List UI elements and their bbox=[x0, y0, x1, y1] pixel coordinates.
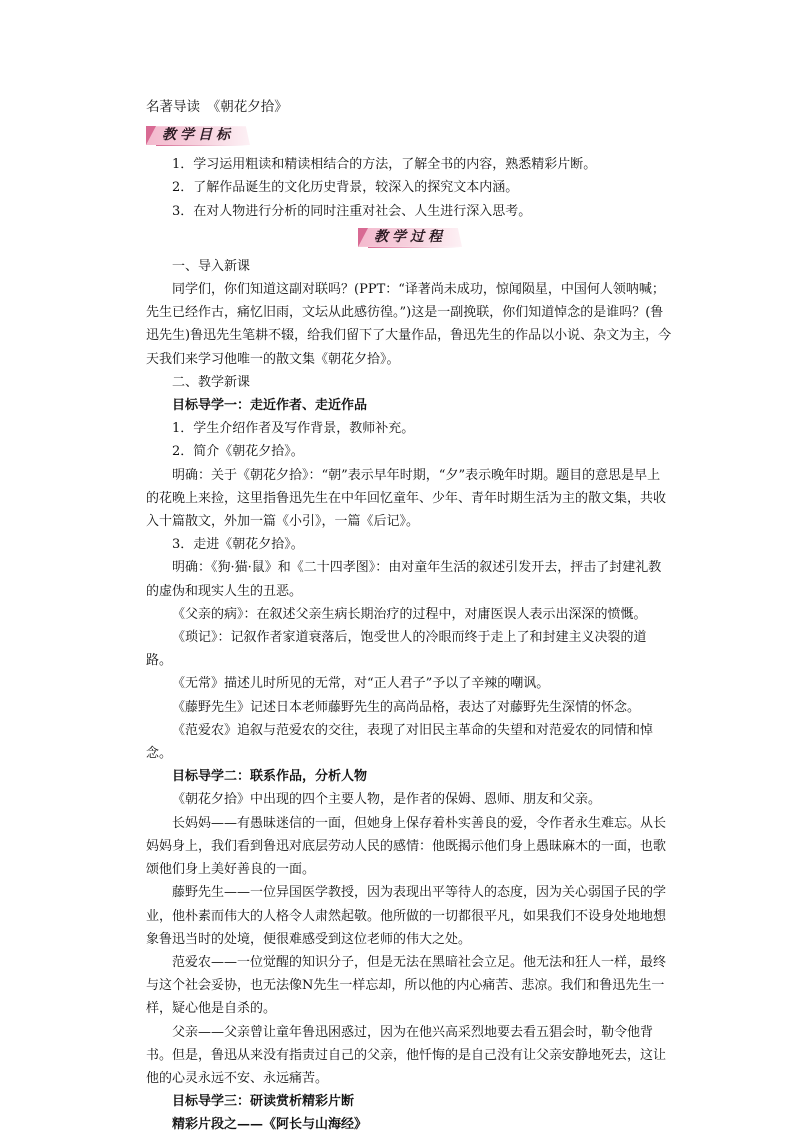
guide-title: 目标导学二：联系作品，分析人物 bbox=[172, 769, 368, 785]
section-title: 二、教学新课 bbox=[172, 374, 251, 390]
goals-heading-label: 教学目标 bbox=[162, 127, 234, 144]
heading-underline bbox=[368, 247, 460, 248]
work-summary: 《琐记》：记叙作者家道衰落后，饱受世人的冷眼而终于走上了和封建主义决裂的道路。 bbox=[146, 630, 647, 669]
work-summary: 《藤野先生》记述日本老师藤野先生的高尚品格，表达了对藤野先生深情的怀念。 bbox=[172, 699, 641, 715]
goals-heading-tag bbox=[146, 123, 248, 147]
goal-item: 3．在对人物进行分析的同时注重对社会、人生进行深入思考。 bbox=[172, 203, 532, 219]
goal-item: 2．了解作品诞生的文化历史背景，较深入的探究文本内涵。 bbox=[172, 180, 519, 196]
character-analysis: 范爱农——一位觉醒的知识分子，但是无法在黑暗社会立足。他无法和狂人一样，最终与这个社会妥协，也无法像N先生一样忘却，所以他的内心痛苦、悲凉。我们和鲁迅先生一样，疑心他是自杀的。 bbox=[146, 954, 667, 1017]
work-summary: 《无常》描述儿时所见的无常，对“正人君子”予以了辛辣的嘲讽。 bbox=[172, 676, 550, 692]
goals-heading bbox=[146, 123, 672, 149]
section-title: 一、导入新课 bbox=[172, 258, 251, 274]
guide-title: 目标导学三：研读赏析精彩片断 bbox=[172, 1094, 355, 1110]
guide-item: 3．走进《朝花夕拾》。 bbox=[172, 537, 304, 553]
process-heading-label: 教学过程 bbox=[374, 228, 446, 245]
work-summary: 《范爱农》追叙与范爱农的交往，表现了对旧民主革命的失望和对范爱农的同情和悼念。 bbox=[146, 722, 654, 762]
clarification-paragraph: 明确：关于《朝花夕拾》：“朝”表示早年时期，“夕”表示晚年时期。题目的意思是早上的花晚上来捡，这里指鲁迅先生在中年回忆童年、少年、青年时期生活为主的散文集，共收入十篇散文，外加一篇《小引》，一篇《后记》。 bbox=[146, 467, 667, 530]
character-analysis: 藤野先生——一位异国医学教授，因为表现出平等待人的态度，因为关心弱国子民的学业，他朴素而伟大的人格令人肃然起敬。他所做的一切都很平凡，如果我们不设身处地地想象鲁迅当时的处境，便很难感受到这位老师的伟大之处。 bbox=[146, 885, 667, 947]
document-title: 名著导读 《朝花夕拾》 bbox=[146, 99, 288, 115]
excerpt-title: 精彩片段之——《阿长与山海经》 bbox=[172, 1117, 368, 1133]
process-heading-tag bbox=[358, 225, 460, 249]
guide-item: 2．简介《朝花夕拾》。 bbox=[172, 444, 304, 460]
guide-title: 目标导学一：走近作者、走近作品 bbox=[172, 398, 368, 414]
heading-underline bbox=[156, 145, 248, 146]
lesson-plan-body bbox=[146, 96, 672, 1137]
guide-item: 1．学生介绍作者及写作背景，教师补充。 bbox=[172, 421, 415, 437]
goal-item: 1．学习运用粗读和精读相结合的方法，了解全书的内容，熟悉精彩片断。 bbox=[172, 157, 597, 173]
character-analysis: 父亲——父亲曾让童年鲁迅困惑过，因为在他兴高采烈地要去看五猖会时，勒令他背书。但是，鲁迅从来没有指责过自己的父亲，他忏悔的是自己没有让父亲安静地死去，这让他的心灵永远不安、永远痛苦。 bbox=[146, 1024, 667, 1086]
clarification-paragraph: 明确：《狗·猫·鼠》和《二十四孝图》：由对童年生活的叙述引发开去，抨击了封建礼教的虚伪和现实人生的丑恶。 bbox=[146, 560, 662, 599]
character-analysis: 长妈妈——有愚昧迷信的一面，但她身上保存着朴实善良的爱，令作者永生难忘。从长妈妈身上，我们看到鲁迅对底层劳动人民的感情：他既揭示他们身上愚昧麻木的一面，也歌颂他们身上美好善良的一面。 bbox=[146, 815, 667, 878]
process-heading bbox=[146, 225, 672, 251]
intro-paragraph: 同学们，你们知道这副对联吗？(PPT：“译著尚未成功，惊闻陨星，中国何人领呐喊；先生已经作古，痛忆旧雨，文坛从此感彷徨。”)这是一副挽联，你们知道悼念的是谁吗？(鲁迅先生)鲁迅先生笔耕不辍，给我们留下了大量作品，鲁迅先生的作品以小说、杂文为主，今天我们来学习他唯一的散文集《朝花夕拾》。 bbox=[146, 282, 672, 367]
guide-intro: 《朝花夕拾》中出现的四个主要人物，是作者的保姆、恩师、朋友和父亲。 bbox=[172, 792, 602, 808]
work-summary: 《父亲的病》：在叙述父亲生病长期治疗的过程中，对庸医误人表示出深深的愤慨。 bbox=[172, 606, 647, 622]
